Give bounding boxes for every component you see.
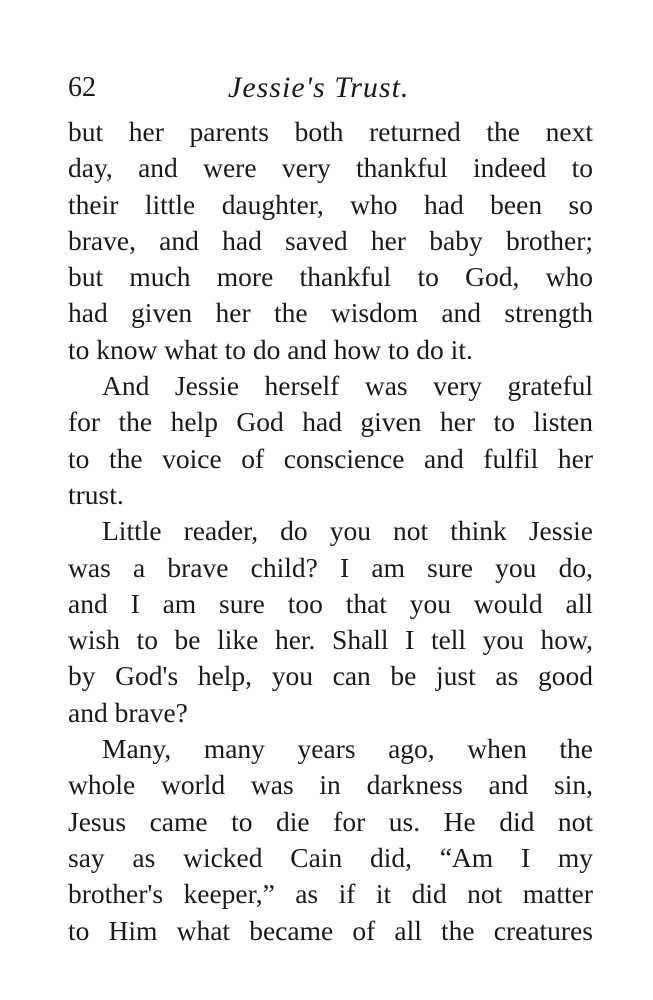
text-line: trust. [68,478,124,510]
text-line: brave, and had saved her baby brother; [68,224,593,256]
text-line: to know what to do and how to do it. [68,333,473,365]
text-line: by God's help, you can be just as good [68,660,593,692]
paragraph [68,731,593,949]
paragraph [68,114,593,368]
running-title: Jessie's Trust. [228,71,410,104]
page-header [68,70,588,110]
text-line: but much more thankful to God, who [68,261,593,293]
text-line: Jesus came to die for us. He did not [68,805,593,837]
text-line: their little daughter, who had been so [68,188,593,220]
text-line: wish to be like her. Shall I tell you how, [68,624,593,656]
text-line: And Jessie herself was very grateful [102,370,593,402]
text-line: was a brave child? I am sure you do, [68,551,593,583]
text-line: Little reader, do you not think Jessie [102,515,593,547]
text-line: and brave? [68,696,188,728]
text-line: whole world was in darkness and sin, [68,769,593,801]
text-line: and I am sure too that you would all [68,587,593,619]
text-line: to the voice of conscience and fulfil her [68,442,593,474]
text-line: to Him what became of all the creatures [68,914,593,946]
text-line: Many, many years ago, when the [102,733,593,765]
body-text [68,114,593,949]
text-line: brother's keeper,” as if it did not matter [68,878,593,910]
text-line: for the help God had given her to listen [68,406,593,438]
text-line: but her parents both returned the next [68,116,593,147]
paragraph [68,368,593,513]
text-line: say as wicked Cain did, “Am I my [68,841,593,873]
paragraph [68,513,593,731]
page-number: 62 [68,72,96,103]
text-line: had given her the wisdom and strength [68,297,593,329]
text-line: day, and were very thankful indeed to [68,152,593,184]
